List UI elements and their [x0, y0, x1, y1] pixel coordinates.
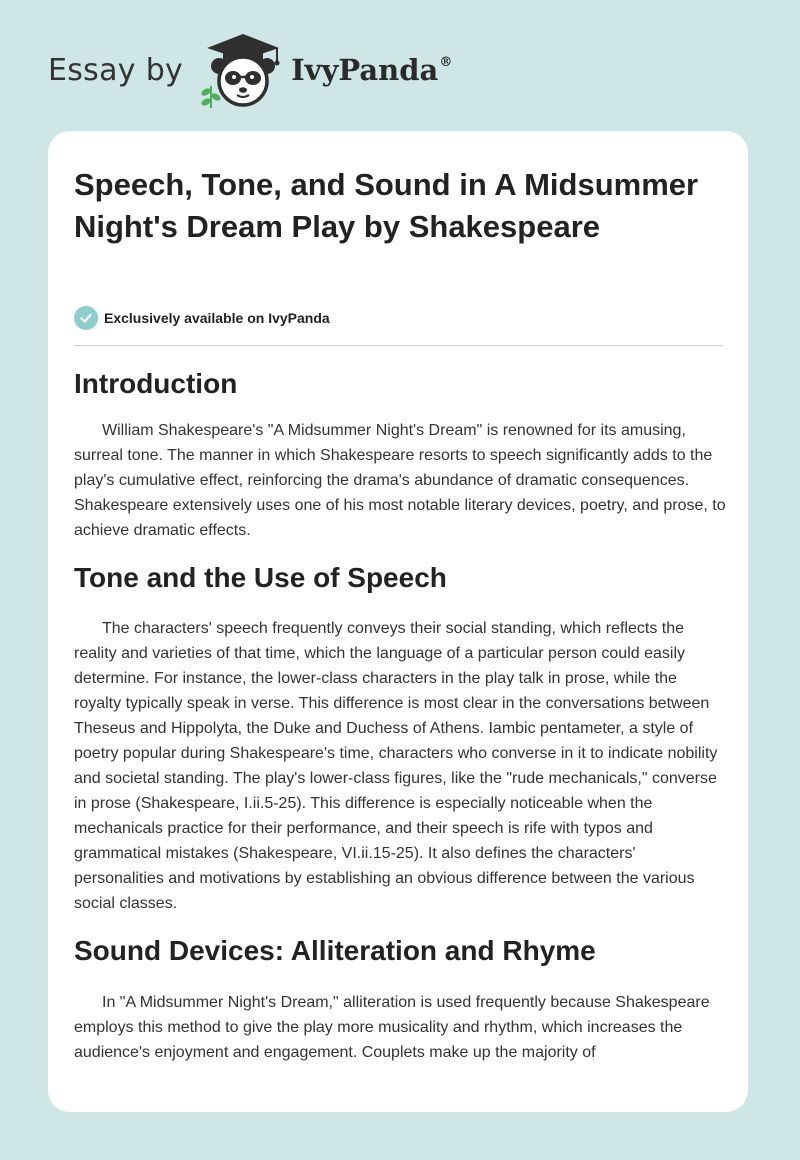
section-paragraph-tone-and-speech: The characters' speech frequently conveys their social standing, which reflects the reality and varieties of that time, which the language of a particular person could easily determine. For instance, the lower-class characters in the play talk in prose, while the royalty typically speak in verse. This difference is most clear in the conversations between Theseus and Hippolyta, the Duke and Duchess of Athens. Iambic pentameter, a style of poetry popular during Shakespeare's time, characters who converse in it to indicate nobility and societal standing. The play's lower-class figures, like the "rude mechanicals," converse in prose (Shakespeare, I.ii.5-25). This difference is especially noticeable when the mechanicals practice for their performance, and their speech is rife with typos and grammatical mistakes (Shakespeare, VI.ii.15-25). It also defines the characters' personalities and motivations by establishing an obvious difference between the various social classes. — [74, 620, 718, 912]
check-icon — [74, 306, 98, 330]
essay-title: Speech, Tone, and Sound in A Midsummer Night's Dream Play by Shakespeare — [74, 167, 699, 244]
section-paragraph-sound-devices: In "A Midsummer Night's Dream," alliteration is used frequently because Shakespeare employs this method to give the play more musicality and rhythm, which increases the audience's enjoyment and engagement. Couplets make up the majority of — [74, 994, 710, 1061]
exclusive-badge-label: Exclusively available on IvyPanda — [104, 310, 330, 326]
site-header — [48, 30, 452, 110]
essay-card — [48, 131, 748, 1112]
panda-logo-icon[interactable] — [197, 30, 289, 110]
essay-by-label: Essay by — [48, 52, 184, 88]
exclusive-badge — [74, 306, 330, 330]
brand-name[interactable] — [291, 53, 452, 87]
section-heading-tone-and-speech: Tone and the Use of Speech — [74, 562, 447, 593]
section-heading-sound-devices: Sound Devices: Alliteration and Rhyme — [74, 935, 596, 966]
essay-body — [74, 366, 726, 1065]
title-divider — [74, 345, 723, 346]
section-paragraph-introduction: William Shakespeare's "A Midsummer Night's Dream" is renowned for its amusing, surreal tone. The manner in which Shakespeare resorts to speech significantly adds to the play's cumulative effect, reinforcing the drama's abundance of dramatic consequences. Shakespeare extensively uses one of his most notable literary devices, poetry, and prose, to achieve dramatic effects. — [74, 422, 726, 539]
section-heading-introduction: Introduction — [74, 368, 238, 399]
registered-mark: ® — [439, 55, 453, 70]
brand-name-text: IvyPanda — [291, 53, 439, 87]
